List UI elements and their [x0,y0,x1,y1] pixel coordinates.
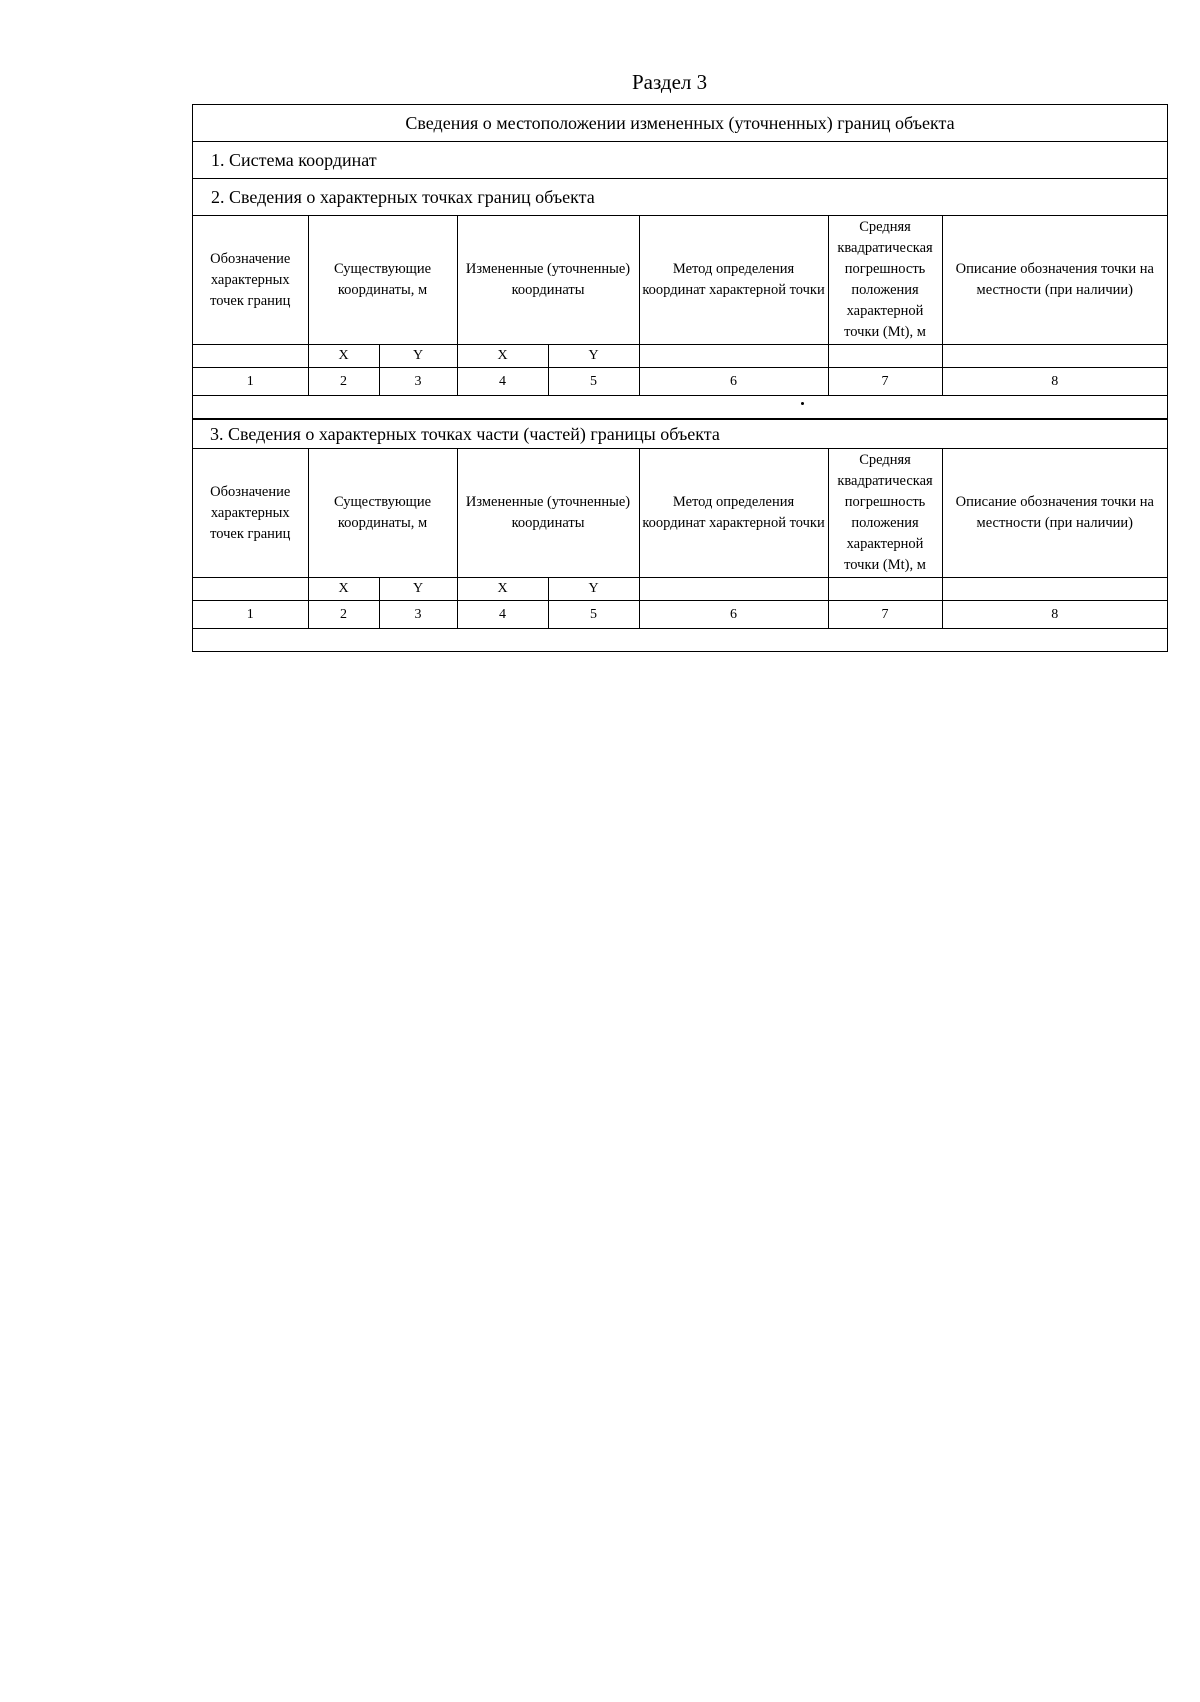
column-number: 6 [639,601,828,629]
col-designation-header: Обозначение характерных точек границ [193,449,308,578]
col-method-header: Метод определения координат характерной точки [639,216,828,345]
column-number: 2 [308,601,379,629]
subheader-empty [942,345,1167,368]
subheader-existing-y: Y [379,578,457,601]
column-number: 3 [379,368,457,396]
column-number: 6 [639,368,828,396]
subheader-empty [639,578,828,601]
col-designation-header: Обозначение характерных точек границ [193,216,308,345]
column-number: 1 [193,368,308,396]
subheader-empty [828,578,942,601]
empty-data-row [193,396,1167,419]
column-number-row [193,601,1167,629]
column-number: 5 [548,368,639,396]
table-subheader-row [193,578,1167,601]
part-boundary-points-table [193,449,1167,629]
column-number-row [193,368,1167,396]
column-number: 4 [457,368,548,396]
subheader-changed-y: Y [548,345,639,368]
subheader-changed-y: Y [548,578,639,601]
col-method-header: Метод определения координат характерной точки [639,449,828,578]
column-number: 8 [942,368,1167,396]
column-number: 7 [828,601,942,629]
column-number: 5 [548,601,639,629]
col-mean-error-header: Средняя квадратическая погрешность положения характерной точки (Mt), м [828,449,942,578]
col-existing-coords-header: Существующие координаты, м [308,449,457,578]
col-changed-coords-header: Измененные (уточненные) координаты [457,216,639,345]
column-number: 1 [193,601,308,629]
subheader-existing-x: X [308,578,379,601]
subheader-empty [942,578,1167,601]
form-heading: Сведения о местоположении измененных (уточненных) границ объекта [193,105,1167,142]
subheader-empty [639,345,828,368]
page-title: Раздел 3 [632,70,708,94]
coord-system-label: 1. Система координат [193,142,1167,179]
subheader-existing-y: Y [379,345,457,368]
col-description-header: Описание обозначения точки на местности (при наличии) [942,216,1167,345]
column-number: 2 [308,368,379,396]
column-number: 7 [828,368,942,396]
empty-data-row [193,629,1167,652]
subheader-existing-x: X [308,345,379,368]
col-existing-coords-header: Существующие координаты, м [308,216,457,345]
subheader-empty [193,345,308,368]
column-number: 8 [942,601,1167,629]
col-changed-coords-header: Измененные (уточненные) координаты [457,449,639,578]
col-description-header: Описание обозначения точки на местности (при наличии) [942,449,1167,578]
coordinates-form [192,104,1168,652]
column-number: 4 [457,601,548,629]
subheader-empty [193,578,308,601]
table-header-row [193,449,1167,578]
column-number: 3 [379,601,457,629]
col-mean-error-header: Средняя квадратическая погрешность положения характерной точки (Mt), м [828,216,942,345]
scan-speck [801,402,804,405]
section2-label: 2. Сведения о характерных точках границ объекта [193,179,1167,216]
subheader-changed-x: X [457,345,548,368]
table-header-row [193,216,1167,345]
section3-label: 3. Сведения о характерных точках части (частей) границы объекта [193,419,1167,449]
boundary-points-table [193,216,1167,396]
subheader-empty [828,345,942,368]
table-subheader-row [193,345,1167,368]
subheader-changed-x: X [457,578,548,601]
